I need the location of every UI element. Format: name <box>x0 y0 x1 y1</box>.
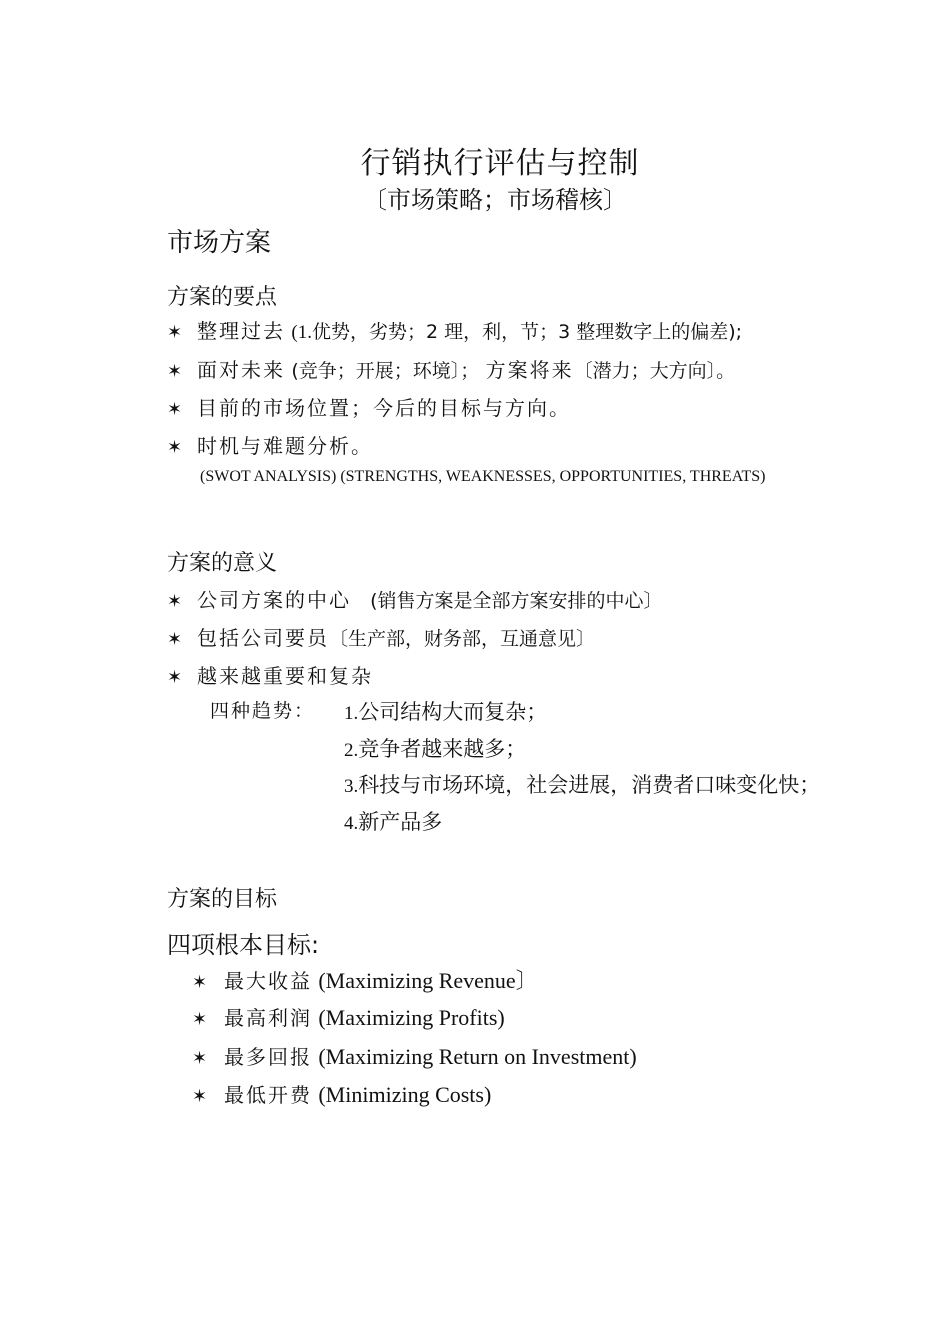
star-bullet-icon: ✶ <box>167 591 183 612</box>
points-item-3 <box>167 395 571 423</box>
points-item-4-label: 时机与难题分析。 <box>197 434 373 458</box>
points-item-4 <box>167 433 373 461</box>
swot-analysis-line: (SWOT ANALYSIS) (STRENGTHS, WEAKNESSES, OPPORTUNITIES, THREATS) <box>200 468 766 485</box>
points-item-2-detail: (竞争；开展；环境〕； <box>291 360 480 382</box>
star-bullet-icon: ✶ <box>192 972 208 993</box>
points-item-2-label-2: 方案将来 <box>485 358 574 382</box>
trend-item <box>344 769 820 799</box>
points-item-1-open: ( <box>291 322 298 343</box>
meaning-item-3-label: 越来越重要和复杂 <box>197 664 373 688</box>
trend-text: 公司结构大而复杂； <box>358 700 548 724</box>
star-bullet-icon: ✶ <box>192 1086 208 1107</box>
goal-english: (Maximizing Revenue〕 <box>318 968 538 993</box>
star-bullet-icon: ✶ <box>192 1048 208 1069</box>
trend-item <box>344 696 547 726</box>
trend-number: 1. <box>344 703 359 724</box>
star-bullet-icon: ✶ <box>167 399 183 420</box>
goal-english: (Maximizing Profits) <box>318 1005 505 1030</box>
goal-label: 最大收益 <box>224 969 312 993</box>
document-subtitle: 〔市场策略；市场稽核〕 <box>363 186 627 214</box>
meaning-item-1-label: 公司方案的中心 <box>197 588 351 612</box>
trend-item <box>344 806 442 836</box>
points-item-1 <box>167 318 742 346</box>
meaning-item-1 <box>167 587 663 615</box>
trend-text: 科技与市场环境，社会进展，消费者口味变化快； <box>358 773 821 797</box>
goal-item <box>192 964 538 995</box>
points-item-2-detail-2: 〔潜力；大方向〕。 <box>573 360 736 382</box>
trend-item <box>344 733 526 763</box>
goals-heading: 方案的目标 <box>167 887 278 912</box>
goal-item <box>192 1079 491 1108</box>
trend-text: 竞争者越来越多； <box>358 737 527 761</box>
points-item-3-label: 目前的市场位置；今后的目标与方向。 <box>197 396 571 420</box>
star-bullet-icon: ✶ <box>167 322 183 343</box>
goal-english: (Maximizing Return on Investment) <box>318 1044 637 1069</box>
trend-number: 3. <box>344 776 359 797</box>
points-item-2 <box>167 357 735 385</box>
meaning-item-3 <box>167 663 373 691</box>
points-item-1-label: 整理过去 <box>197 319 285 343</box>
trend-text: 新产品多 <box>358 810 443 834</box>
points-item-1-detail: 优势，劣势；2 理，利，节；3 整理数字上的偏差); <box>311 321 743 343</box>
meaning-heading: 方案的意义 <box>167 551 278 576</box>
meaning-item-1-detail: (销售方案是全部方案安排的中心〕 <box>370 590 663 612</box>
points-item-1-number: 1. <box>297 322 312 343</box>
goal-english: (Minimizing Costs) <box>318 1082 492 1107</box>
points-item-2-label: 面对未来 <box>197 358 285 382</box>
goal-label: 最高利润 <box>224 1006 312 1030</box>
goals-subheading: 四项根本目标: <box>167 931 320 959</box>
section-title: 市场方案 <box>167 228 272 258</box>
meaning-item-2-label: 包括公司要员 <box>197 626 329 650</box>
trend-number: 2. <box>344 740 359 761</box>
star-bullet-icon: ✶ <box>167 437 183 458</box>
meaning-item-2-detail: 〔生产部，财务部，互通意见〕 <box>329 628 596 650</box>
star-bullet-icon: ✶ <box>167 667 183 688</box>
goal-item <box>192 1041 637 1070</box>
meaning-item-2 <box>167 625 595 653</box>
star-bullet-icon: ✶ <box>192 1009 208 1030</box>
trends-label: 四种趋势： <box>210 700 316 722</box>
star-bullet-icon: ✶ <box>167 361 183 382</box>
points-heading: 方案的要点 <box>167 285 278 310</box>
document-title: 行销执行评估与控制 <box>360 146 640 181</box>
goal-label: 最多回报 <box>224 1045 312 1069</box>
goal-label: 最低开费 <box>224 1083 312 1107</box>
trend-number: 4. <box>344 813 359 834</box>
goal-item <box>192 1002 505 1031</box>
star-bullet-icon: ✶ <box>167 629 183 650</box>
